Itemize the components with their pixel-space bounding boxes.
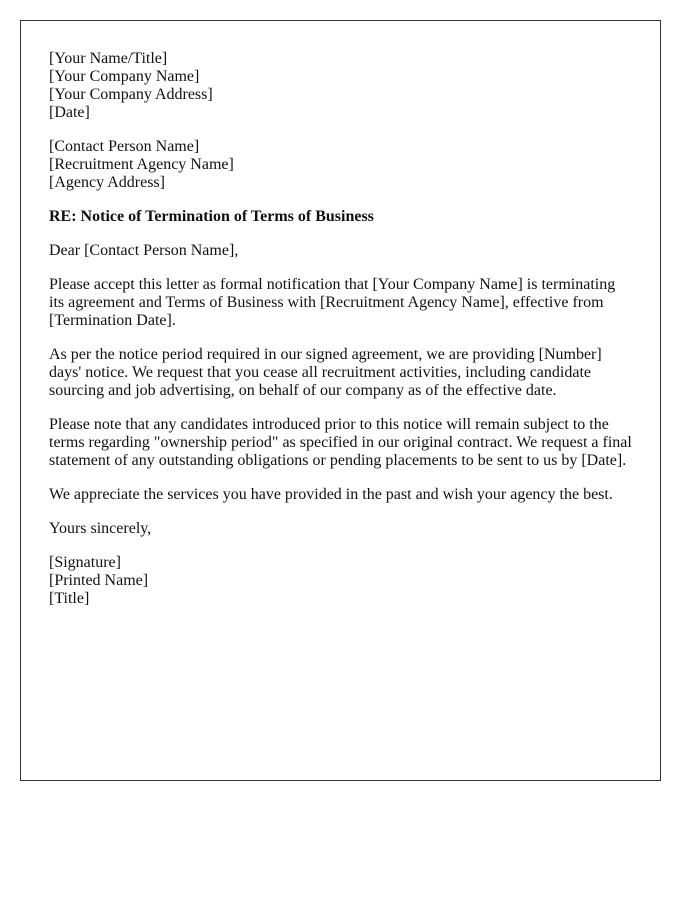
subject-line: RE: Notice of Termination of Terms of Business (49, 208, 374, 225)
recipient-agency-address: [Agency Address] (49, 174, 165, 191)
body-paragraph-1: Please accept this letter as formal notification that [Your Company Name] is terminating its agreement and Terms of Business with [Recruitment Agency Name], effective from [Termination Date]. (49, 276, 616, 329)
letter-page (20, 20, 661, 781)
sender-name-title: [Your Name/Title] (49, 50, 168, 67)
closing: Yours sincerely, (49, 520, 152, 537)
body-paragraph-4: We appreciate the services you have provided in the past and wish your agency the best. (49, 486, 613, 503)
signer-title: [Title] (49, 590, 90, 607)
body-paragraph-2: As per the notice period required in our signed agreement, we are providing [Number] days' notice. We request that you cease all recruitment activities, including candidate sourcing and job advertising, on behalf of our company as of the effective date. (49, 346, 602, 399)
recipient-block (49, 138, 632, 192)
recipient-agency-name: [Recruitment Agency Name] (49, 156, 234, 173)
sender-company-name: [Your Company Name] (49, 68, 200, 85)
body-paragraph-3: Please note that any candidates introduced prior to this notice will remain subject to the terms regarding "ownership period" as specified in our original contract. We request a final statement of any outstanding obligations or pending placements to be sent to us by [Date]. (49, 416, 632, 469)
letter-date: [Date] (49, 104, 90, 121)
signature-block (49, 554, 632, 608)
recipient-contact-name: [Contact Person Name] (49, 138, 200, 155)
salutation: Dear [Contact Person Name], (49, 242, 239, 259)
sender-block (49, 50, 632, 122)
signature: [Signature] (49, 554, 121, 571)
sender-company-address: [Your Company Address] (49, 86, 213, 103)
printed-name: [Printed Name] (49, 572, 149, 589)
